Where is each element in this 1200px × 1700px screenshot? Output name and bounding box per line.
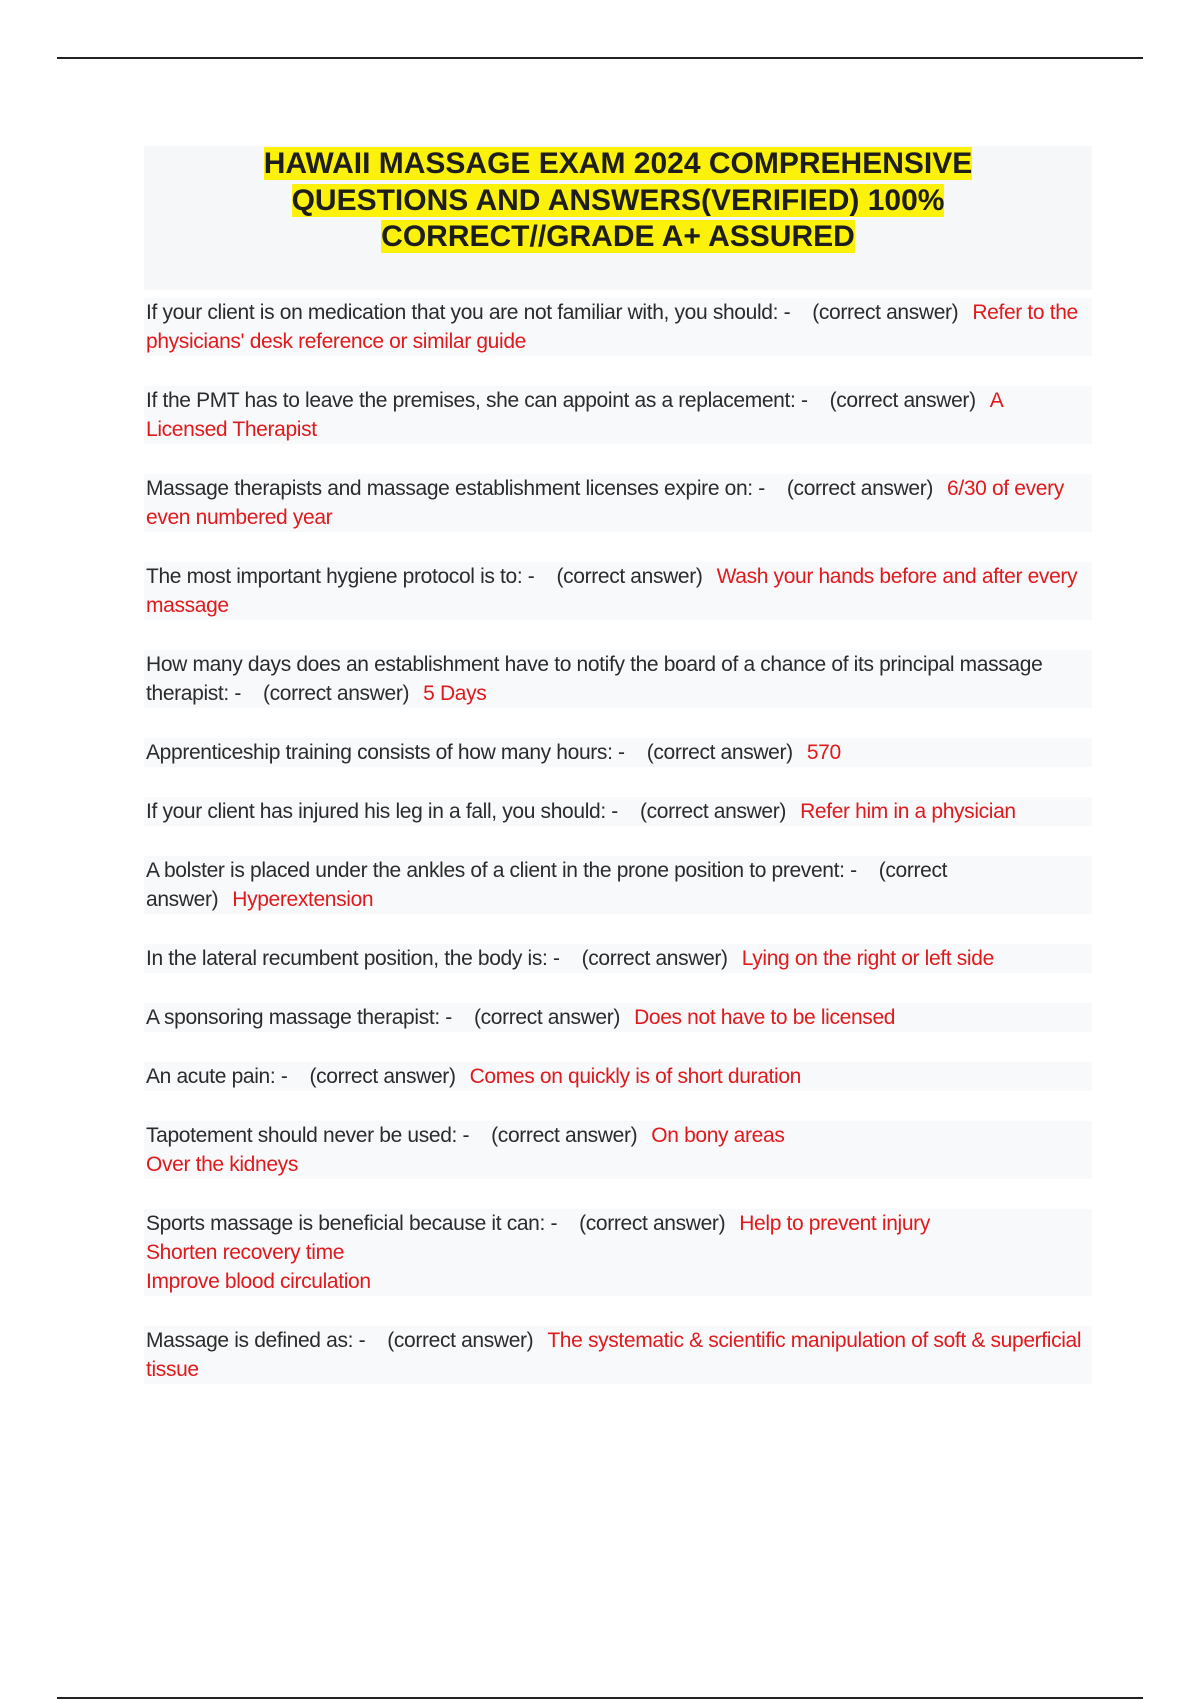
question-text: If your client is on medication that you are not familiar with, you should: -	[146, 300, 791, 324]
qa-item	[144, 650, 1092, 708]
answer-text: Over the kidneys	[146, 1152, 298, 1176]
correct-answer-tag: (correct answer)	[786, 476, 934, 500]
correct-answer-tag: (correct answer)	[639, 799, 787, 823]
document-page	[144, 146, 1092, 1384]
correct-answer-tag: (correct answer)	[146, 858, 948, 911]
question-text: A bolster is placed under the ankles of a client in the prone position to prevent: -	[146, 858, 857, 882]
answer-text: Hyperextension	[232, 887, 374, 911]
qa-item	[144, 1062, 1092, 1091]
answer-text: 570	[806, 740, 841, 764]
answer-text: The systematic & scientific manipulation of soft & superficial tissue	[146, 1328, 1082, 1381]
qa-item	[144, 856, 1092, 914]
correct-answer-tag: (correct answer)	[491, 1123, 638, 1147]
question-text: An acute pain: -	[146, 1064, 288, 1088]
question-text: Sports massage is beneficial because it can: -	[146, 1211, 558, 1235]
question-text: The most important hygiene protocol is to: -	[146, 564, 535, 588]
correct-answer-tag: (correct answer)	[829, 388, 976, 412]
answer-text: 5 Days	[423, 681, 487, 705]
qa-item	[144, 298, 1092, 356]
answer-text: Refer to the physicians' desk reference or similar guide	[146, 300, 1078, 353]
qa-item	[144, 386, 1092, 444]
answer-text: Refer him in a physician	[800, 799, 1016, 823]
question-text: Massage is defined as: -	[146, 1328, 366, 1352]
question-text: A sponsoring massage therapist: -	[146, 1005, 452, 1029]
question-text: How many days does an establishment have to notify the board of a chance of its principal massage therapist: -	[146, 652, 1043, 705]
qa-item	[144, 1003, 1092, 1032]
answer-text: Does not have to be licensed	[634, 1005, 896, 1029]
answer-text: A Licensed Therapist	[146, 388, 1003, 441]
top-rule	[57, 57, 1143, 59]
correct-answer-tag: (correct answer)	[812, 300, 959, 324]
question-text: If your client has injured his leg in a fall, you should: -	[146, 799, 618, 823]
correct-answer-tag: (correct answer)	[581, 946, 728, 970]
qa-item	[144, 1121, 1092, 1179]
qa-list	[144, 298, 1092, 1384]
answer-text: Help to prevent injury	[739, 1211, 930, 1235]
correct-answer-tag: (correct answer)	[473, 1005, 621, 1029]
qa-item	[144, 944, 1092, 973]
correct-answer-tag: (correct answer)	[387, 1328, 534, 1352]
correct-answer-tag: (correct answer)	[556, 564, 703, 588]
bottom-rule	[57, 1697, 1143, 1699]
answer-text: Lying on the right or left side	[741, 946, 994, 970]
document-title	[144, 146, 1092, 256]
title-block	[144, 146, 1092, 290]
correct-answer-tag: (correct answer)	[646, 740, 793, 764]
title-line-1: HAWAII MASSAGE EXAM 2024 COMPREHENSIVE	[263, 147, 973, 180]
question-text: In the lateral recumbent position, the body is: -	[146, 946, 560, 970]
answer-text: Improve blood circulation	[146, 1269, 371, 1293]
qa-item	[144, 797, 1092, 826]
title-line-3: CORRECT//GRADE A+ ASSURED	[381, 220, 855, 253]
answer-text: Wash your hands before and after every massage	[146, 564, 1078, 617]
qa-item	[144, 1326, 1092, 1384]
correct-answer-tag: (correct answer)	[263, 681, 410, 705]
question-text: Apprenticeship training consists of how many hours: -	[146, 740, 625, 764]
qa-item	[144, 1209, 1092, 1296]
title-line-2: QUESTIONS AND ANSWERS(VERIFIED) 100%	[291, 183, 945, 217]
answer-text: 6/30 of every even numbered year	[146, 476, 1064, 529]
answer-text: Comes on quickly is of short duration	[469, 1064, 801, 1088]
question-text: Tapotement should never be used: -	[146, 1123, 470, 1147]
question-text: Massage therapists and massage establishment licenses expire on: -	[146, 476, 765, 500]
qa-item	[144, 562, 1092, 620]
answer-text: Shorten recovery time	[146, 1240, 345, 1264]
correct-answer-tag: (correct answer)	[579, 1211, 726, 1235]
qa-item	[144, 474, 1092, 532]
qa-item	[144, 738, 1092, 767]
correct-answer-tag: (correct answer)	[309, 1064, 456, 1088]
answer-text: On bony areas	[651, 1123, 785, 1147]
question-text: If the PMT has to leave the premises, she can appoint as a replacement: -	[146, 388, 808, 412]
